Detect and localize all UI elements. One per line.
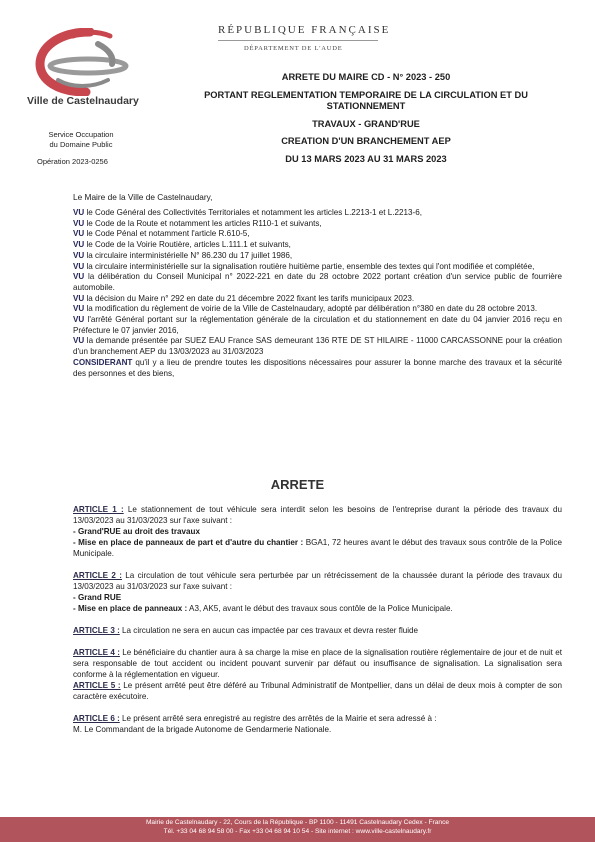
vu-item: VU le Code Général des Collectivités Territoriales et notamment les articles L.2213-1 et L.2213-6,	[73, 208, 422, 217]
article-2-item2: - Mise en place de panneaux : A3, AK5, avant le début des travaux sous contôle de la Police Municipale.	[73, 604, 453, 613]
vu-item: VU la demande présentée par SUEZ EAU France SAS demeurant 136 RTE DE ST HILAIRE - 11000 CARCASSONNE pour la création d'un branchement AEP du 13/03/2023 au 31/03/2023	[73, 336, 562, 357]
vu-list	[73, 208, 562, 379]
operation-number: Opération 2023-0256	[37, 157, 108, 166]
vu-item: VU la modification du règlement de voirie de la Ville de Castelnaudary, adopté par délibération n°380 en date du 28 octobre 2013.	[73, 304, 538, 314]
article-3-label: ARTICLE 3 :	[73, 626, 120, 635]
service-line2: du Domaine Public	[49, 139, 113, 149]
vu-item: VU la circulaire interministérielle sur la signalisation routière huitième partie, ensemble des textes qui l'ont modifiée et complétée,	[73, 261, 535, 271]
vu-item: VU la décision du Maire n° 292 en date du 21 décembre 2022 fixant les tarifs municipaux 2023.	[73, 293, 415, 303]
vu-item: VU le Code de la Voirie Routière, articles L.111.1 et suivants,	[73, 240, 291, 250]
footer-contact: Tél. +33 04 68 94 58 00 - Fax +33 04 68 94 10 54 - Site internet : www.ville-castelnaudary.fr	[163, 827, 432, 835]
article-5-label: ARTICLE 5 :	[73, 681, 121, 690]
vu-item: VU la circulaire interministérielle N° 86.230 du 17 juillet 1986,	[73, 250, 293, 260]
article-2-item1: - Grand RUE	[73, 593, 122, 602]
article-4: ARTICLE 4 : Le bénéficiaire du chantier aura à sa charge la mise en place de la signalisation routière réglementaire de jour et de nuit et sera responsable de tout accident ou incident pouvant survenir par défaut ou insuffisance de signalisation. La signalisation sera conforme à la réglementation en vigueur.	[73, 648, 562, 679]
considerant-item: CONSIDERANT qu'il y a lieu de prendre toutes les dispositions nécessaires pour assurer la bonne marche des travaux et la sécurité des personnes et des biens,	[73, 357, 562, 378]
article-1-item1: - Grand'RUE au droit des travaux	[73, 527, 200, 536]
vu-item: VU la délibération du Conseil Municipal n° 2022-221 en date du 28 octobre 2022 portant création d'un service public de fourrière automobile.	[73, 272, 562, 292]
articles-section	[73, 504, 562, 735]
intro-line: Le Maire de la Ville de Castelnaudary,	[73, 192, 213, 202]
vu-item: VU l'arrêté Général portant sur la réglementation générale de la circulation et du stationnement en date du 04 janvier 2016 reçu en Préfecture le 07 janvier 2016,	[73, 315, 562, 335]
arrete-heading: ARRETE	[270, 477, 325, 492]
article-1-label: ARTICLE 1 :	[73, 505, 124, 514]
article-5: ARTICLE 5 : Le présent arrêté peut être déféré au Tribunal Administratif de Montpellier, dans un délai de deux mois à compter de son caractère exécutoire.	[73, 681, 562, 701]
title-line5: CREATION D'UN BRANCHEMENT AEP	[281, 136, 451, 146]
article-6-line2: M. Le Commandant de la brigade Autonome de Gendarmerie Nationale.	[73, 725, 332, 734]
article-6: ARTICLE 6 : Le présent arrêté sera enregistré au registre des arrêtés de la Mairie et sera adressé à : M. Le Commandant de la brigade Autonome de Gendarmerie Nationale.	[73, 713, 562, 735]
departement-header: DÉPARTEMENT DE L'AUDE	[244, 45, 343, 52]
service-info	[20, 130, 142, 149]
title-line6: DU 13 MARS 2023 AU 31 MARS 2023	[285, 153, 447, 164]
footer-bar	[0, 817, 595, 842]
article-1: ARTICLE 1 : Le stationnement de tout véhicule sera interdit selon les besoins de l'entreprise durant la période des travaux du 13/03/2023 au 31/03/2023 sur l'axe suivant : - Grand'RUE au droit des travaux - Mise en place de panneaux de part et d'autre du chantier : BGA1, 72 heures avant le début des travaux sous contrôle de la Police Municipale.	[73, 505, 562, 558]
vu-item: VU le Code de la Route et notamment les articles R110-1 et suivants,	[73, 218, 322, 228]
vu-item: VU le Code Pénal et notamment l'article R.610-5,	[73, 229, 250, 239]
decree-number: ARRETE DU MAIRE CD - N° 2023 - 250	[281, 72, 451, 82]
republique-header: RÉPUBLIQUE FRANÇAISE	[218, 24, 391, 36]
footer-address: Mairie de Castelnaudary - 22, Cours de la République - BP 1100 - 11491 Castelnaudary Cedex - France	[145, 819, 450, 826]
article-4-label: ARTICLE 4 :	[73, 648, 120, 657]
title-line2: PORTANT REGLEMENTATION TEMPORAIRE DE LA CIRCULATION ET DU	[204, 89, 528, 100]
title-line4: TRAVAUX - GRAND'RUE	[312, 118, 420, 129]
title-line3: STATIONNEMENT	[326, 101, 406, 111]
header-rule	[218, 40, 378, 41]
article-6-label: ARTICLE 6 :	[73, 714, 120, 723]
town-name: Ville de Castelnaudary	[27, 95, 139, 107]
service-line1: Service Occupation	[48, 130, 114, 139]
decree-title-block	[160, 72, 572, 165]
article-3: ARTICLE 3 : La circulation ne sera en aucun cas impactée par ces travaux et devra rester fluide	[73, 626, 419, 635]
article-2: ARTICLE 2 : La circulation de tout véhicule sera perturbée par un rétrécissement de la chaussée durant la période des travaux du 13/03/2023 au 31/03/2023 sur l'axe suivant : - Grand RUE - Mise en place de panneaux : A3, AK5, avant le début des travaux sous contôle de la Police Municipale.	[73, 571, 563, 613]
article-1-item2: - Mise en place de panneaux de part et d'autre du chantier : BGA1, 72 heures avant le début des travaux sous contrôle de la Police Municipale.	[73, 538, 562, 558]
castelnaudary-logo	[28, 28, 143, 96]
article-2-label: ARTICLE 2 :	[73, 571, 122, 580]
